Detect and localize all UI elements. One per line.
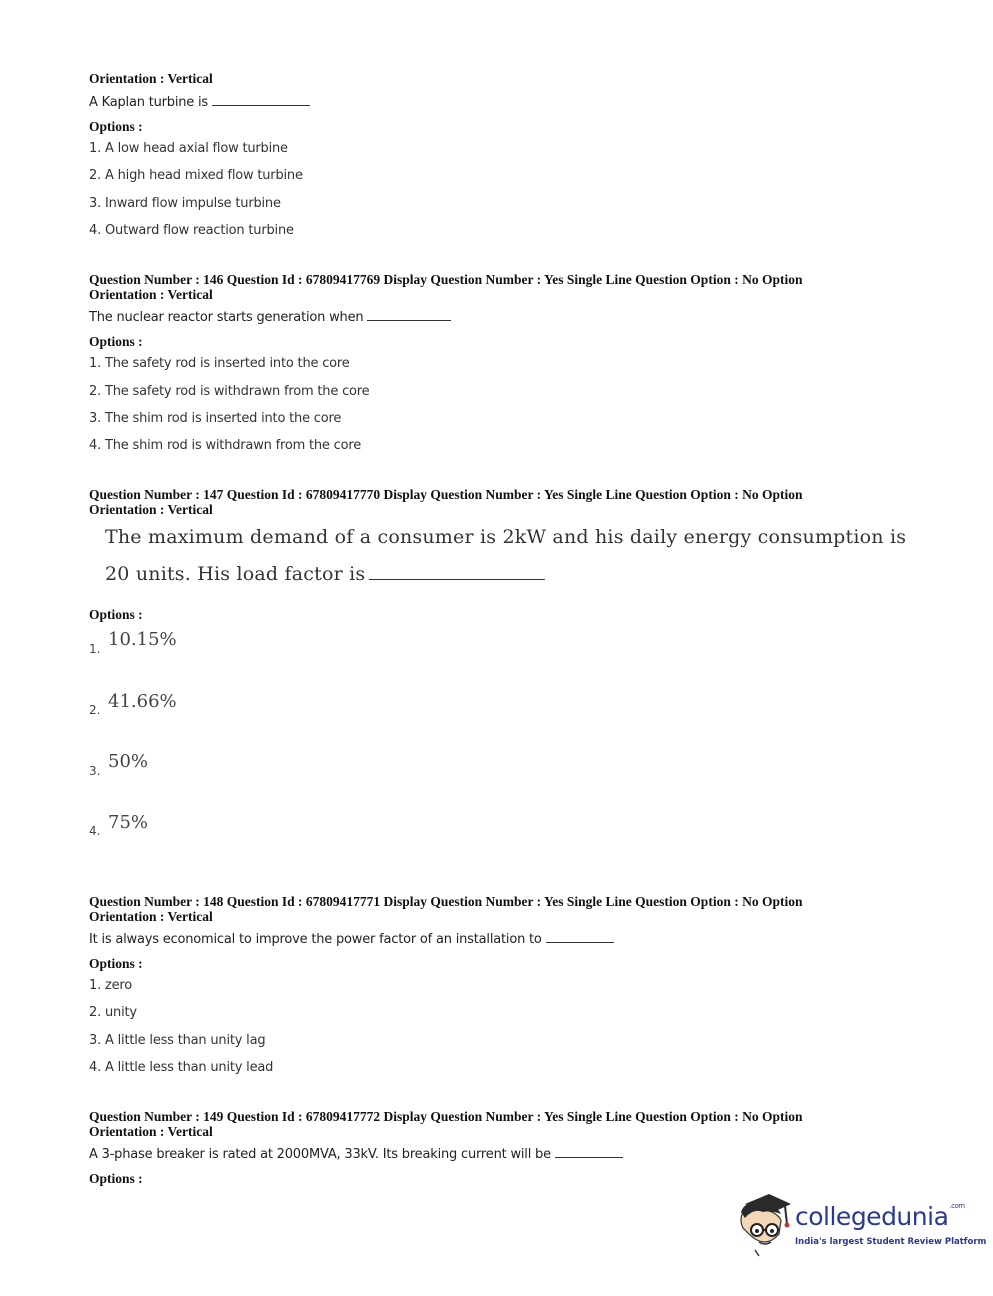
- q146-options-label: Options :: [89, 334, 143, 349]
- q147-option-3-num: 3.: [89, 764, 101, 778]
- q147-option-3: 50%: [108, 751, 149, 772]
- q147-option-2-num: 2.: [89, 703, 101, 717]
- q146-option-4: 4. The shim rod is withdrawn from the core: [89, 438, 362, 453]
- q147-option-4: 75%: [108, 812, 149, 833]
- mascot-icon: [735, 1190, 793, 1260]
- q147-options-label: Options :: [89, 607, 143, 622]
- q147-question-line-1: The maximum demand of a consumer is 2kW and his daily energy consumption is: [105, 526, 907, 548]
- q147-answer-blank: [369, 563, 545, 580]
- q149-header: [89, 1109, 889, 1139]
- q148-answer-blank: [546, 931, 614, 943]
- q147-option-1: 10.15%: [108, 629, 177, 650]
- q149-meta: Question Number : 149 Question Id : 67809417772 Display Question Number : Yes Single Line Question Option : No Option: [89, 1109, 803, 1124]
- q147-question-text: 20 units. His load factor is: [105, 563, 366, 585]
- q146-meta: Question Number : 146 Question Id : 67809417769 Display Question Number : Yes Single Line Question Option : No Option: [89, 272, 803, 287]
- q145-option-4: 4. Outward flow reaction turbine: [89, 223, 294, 238]
- q148-orientation: Orientation : Vertical: [89, 909, 213, 924]
- q148-option-1: 1. zero: [89, 978, 133, 993]
- q146-option-1: 1. The safety rod is inserted into the core: [89, 356, 350, 371]
- q148-question-text: It is always economical to improve the power factor of an installation to: [89, 932, 542, 947]
- q148-option-4: 4. A little less than unity lead: [89, 1060, 274, 1075]
- q147-orientation: Orientation : Vertical: [89, 502, 213, 517]
- logo-brand-text: collegedunia$^{.com}$: [795, 1202, 965, 1231]
- q147-meta: Question Number : 147 Question Id : 67809417770 Display Question Number : Yes Single Line Question Option : No Option: [89, 487, 803, 502]
- q145-option-1: 1. A low head axial flow turbine: [89, 141, 288, 156]
- q145-answer-blank: [212, 94, 310, 106]
- q148-option-3: 3. A little less than unity lag: [89, 1033, 266, 1048]
- q148-option-2: 2. unity: [89, 1005, 137, 1020]
- q145-orientation: Orientation : Vertical: [89, 71, 213, 86]
- q148-meta: Question Number : 148 Question Id : 67809417771 Display Question Number : Yes Single Line Question Option : No Option: [89, 894, 803, 909]
- q148-question: [89, 931, 614, 947]
- q145-question-text: A Kaplan turbine is: [89, 95, 208, 110]
- logo-tagline: India's largest Student Review Platform: [795, 1237, 987, 1247]
- q149-options-label: Options :: [89, 1171, 143, 1186]
- q147-option-2: 41.66%: [108, 691, 177, 712]
- q146-question-text: The nuclear reactor starts generation when: [89, 310, 364, 325]
- q146-orientation: Orientation : Vertical: [89, 287, 213, 302]
- q146-option-3: 3. The shim rod is inserted into the core: [89, 411, 342, 426]
- q147-header: [89, 487, 889, 517]
- collegedunia-logo[interactable]: [735, 1190, 987, 1260]
- q149-question-text: A 3-phase breaker is rated at 2000MVA, 33kV. Its breaking current will be: [89, 1147, 551, 1162]
- q145-option-2: 2. A high head mixed flow turbine: [89, 168, 303, 183]
- q148-options-label: Options :: [89, 956, 143, 971]
- q146-question: [89, 309, 451, 325]
- q148-header: [89, 894, 889, 924]
- q149-answer-blank: [555, 1146, 623, 1158]
- q145-header: [89, 71, 889, 86]
- q145-option-3: 3. Inward flow impulse turbine: [89, 196, 281, 211]
- q147-option-1-num: 1.: [89, 642, 101, 656]
- logo-suffix: .com: [949, 1202, 965, 1210]
- q146-header: [89, 272, 889, 302]
- q145-options-label: Options :: [89, 119, 143, 134]
- q149-question: [89, 1146, 623, 1162]
- q147-option-4-num: 4.: [89, 824, 101, 838]
- q147-question-line-2: [105, 563, 545, 585]
- q149-orientation: Orientation : Vertical: [89, 1124, 213, 1139]
- q145-question: [89, 94, 310, 110]
- q146-answer-blank: [367, 309, 451, 321]
- q146-option-2: 2. The safety rod is withdrawn from the core: [89, 384, 370, 399]
